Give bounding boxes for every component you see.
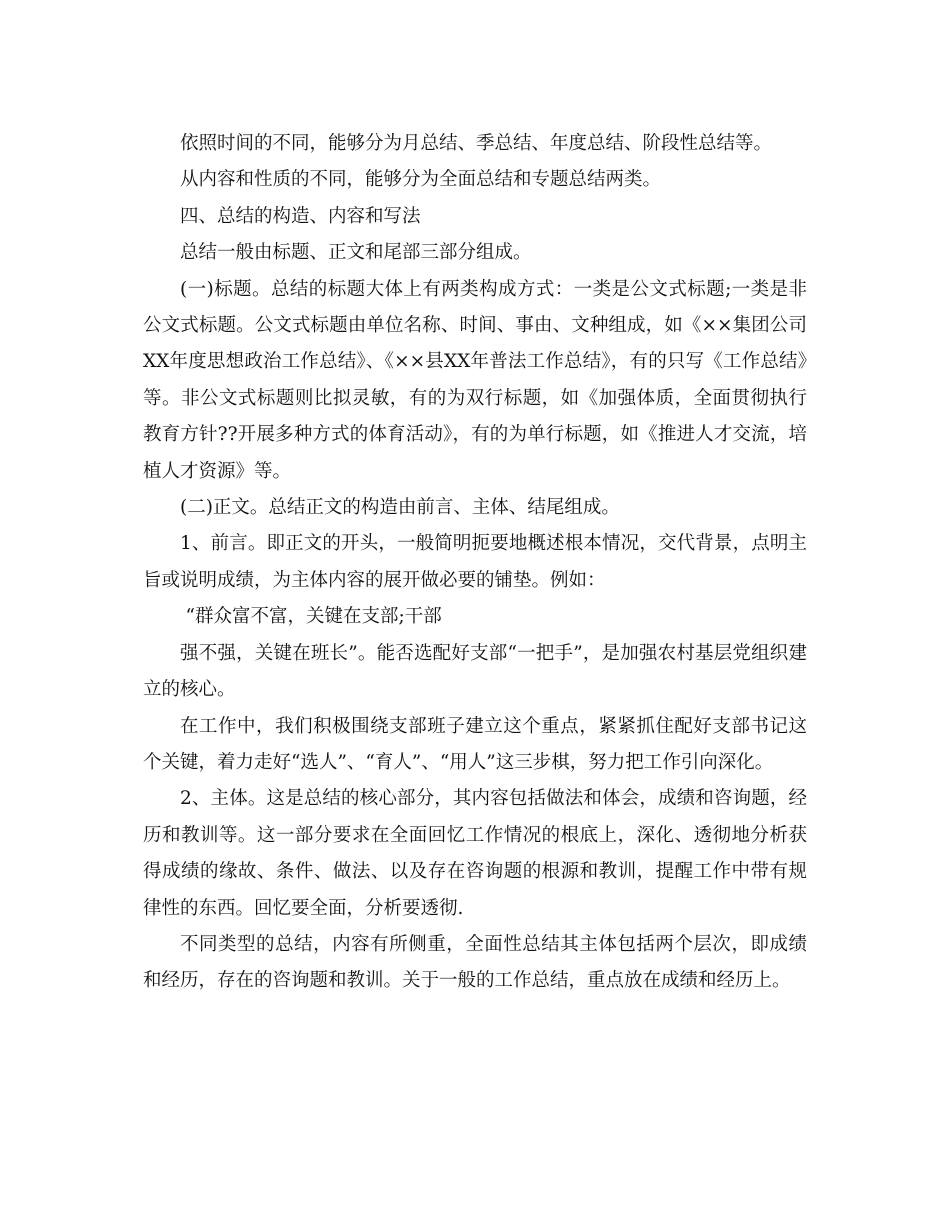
paragraph-summary-types: 不同类型的总结，内容有所侧重，全面性总结其主体包括两个层次，即成绩和经历，存在的咨询题和教训。关于一般的工作总结，重点放在成绩和经历上。 (143, 933, 807, 992)
paragraph-time-classification: 依照时间的不同，能够分为月总结、季总结、年度总结、阶段性总结等。 (180, 133, 773, 154)
paragraph-body-section: (二)正文。总结正文的构造由前言、主体、结尾组成。 (180, 497, 620, 519)
paragraph-content-classification: 从内容和性质的不同，能够分为全面总结和专题总结两类。 (180, 169, 662, 191)
paragraph-title-section: (一)标题。总结的标题大体上有两类构成方式：一类是公文式标题;一类是非公文式标题。公文式标题由单位名称、时间、事由、文种组成，如《××集团公司XX年度思想政治工作总结》、《××县XX年普法工作总结》，有的只写《工作总结》等。非公文式标题则比拟灵敏，有的为双行标题，如《加强体质，全面贯彻执行教育方针??开展多种方式的体育活动》，有的为单行标题，如《推进人才交流，培植人才资源》等。 (143, 278, 807, 482)
document-body (143, 126, 807, 1000)
paragraph-preface: 1、前言。即正文的开头，一般简明扼要地概述根本情况，交代背景，点明主旨或说明成绩，为主体内容的展开做必要的铺垫。例如： (143, 533, 807, 591)
section-heading-structure: 四、总结的构造、内容和写法 (180, 205, 421, 227)
paragraph-work-focus: 在工作中，我们积极围绕支部班子建立这个重点，紧紧抓住配好支部书记这个关键，着力走好“选人”、“育人”、“用人”这三步棋，努力把工作引向深化。 (143, 715, 807, 773)
paragraph-main-body: 2、主体。这是总结的核心部分，其内容包括做法和体会，成绩和咨询题，经历和教训等。这一部分要求在全面回忆工作情况的根底上，深化、透彻地分析获得成绩的缘故、条件、做法、以及存在咨询题的根源和教训，提醒工作中带有规律性的东西。回忆要全面，分析要透彻. (143, 788, 807, 919)
paragraph-composition: 总结一般由标题、正文和尾部三部分组成。 (180, 242, 532, 264)
paragraph-example-quote: “群众富不富，关键在支部;干部 (185, 606, 442, 628)
paragraph-example-continuation: 强不强，关键在班长”。能否选配好支部“一把手”，是加强农村基层党组织建立的核心。 (143, 642, 807, 701)
